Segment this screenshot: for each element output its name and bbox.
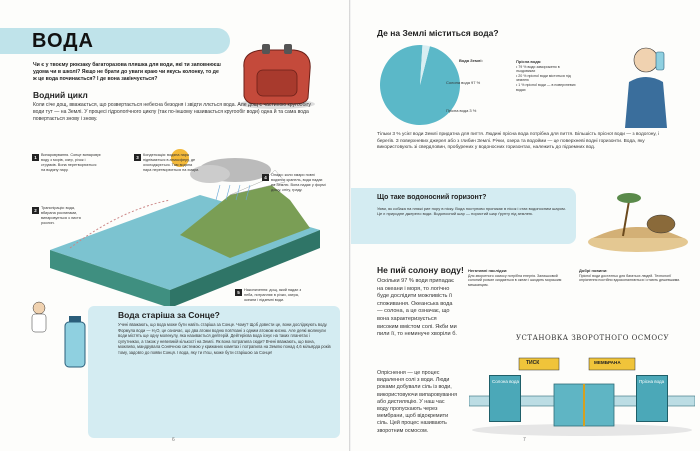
step-number-4: 4 <box>262 174 269 181</box>
scientist-illustration <box>24 300 54 340</box>
step-number-2: 2 <box>32 207 39 214</box>
step-text-5: Накопичення: дощ, який падає з неба, потрапляє в річки, озера, океани і підземні води. <box>244 288 302 302</box>
membrane-label: МЕМБРАНА <box>594 360 621 365</box>
pressure-label: ТИСК <box>526 360 540 366</box>
good-news-text: Прісної води достатньо для багатьох людей. Технології опріснення постійно вдосконалюються і стають дешевшими. <box>579 273 681 283</box>
water-pie-chart <box>377 42 463 128</box>
bad-news-block <box>468 269 568 287</box>
salt-water-tank-label: Солона вода <box>492 379 519 384</box>
fresh-water-tank-label: Прісна вода <box>639 379 665 384</box>
page-title: ВОДА <box>32 30 94 52</box>
old-water-heading: Вода старіша за Сонце? <box>118 310 220 320</box>
where-heading: Де на Землі міститься вода? <box>377 28 499 38</box>
step-text-1: Випаровування. Сонце випаровує воду з морів, озер, річок і струмків. Вона перетворюється на водяну пару. <box>41 153 101 172</box>
horizon-heading: Що таке водоносний горизонт? <box>377 194 487 201</box>
salt-water-tank <box>489 375 521 422</box>
step-text-4: Опади: коли хмари повні водяних крапель, вода падає на Землю. Вона падає у формі дощу, снігу, граду. <box>271 173 326 192</box>
right-page <box>351 0 700 451</box>
dog-digging-illustration <box>583 176 693 256</box>
fresh-water-tank <box>636 375 668 422</box>
fresh-item-3: 1 % прісної води — в поверхневих водах <box>516 82 576 92</box>
good-news-title: Добрі новини: <box>579 268 608 273</box>
old-water-text: Учені вважають, що вода може бути навіть старіша за Сонце. Чому? Щоб довести це, вони досліджують воду. Формула води — H₂O, це означає, що два атоми водню пов'язані з одним атомом кисню. Але деякі молекули води містять ще одну молекулу, яка називається дейтерій. Дейтерієва вода існує на таких планетах і супутниках, а також у невеликій кількості на Землі. Як вона потрапила сюди? Вчені вважають, що вона, можливо, мандрувала Сонячною системою у крижаних кометах і потрапила на Землю понад 4,6 мільярда років тому, задовго до появи Сонця. І вода, яку ти п'єш, може бути старішою за Сонце! <box>118 322 331 355</box>
step-text-3: Конденсація: водяна пара піднімається в атмосферу, де охолоджується. Там водяна пара перетворюється на хмари. <box>143 153 200 172</box>
diagram-title: УСТАНОВКА ЗВОРОТНОГО ОСМОСУ <box>516 334 670 342</box>
fresh-water-list: Прісна вода: • 79 % води заморожено в льодовиках • 20 % прісної води міститься під землею • 1 % прісної води — в поверхневих водах <box>516 59 576 92</box>
pie-legend-salt: Солона вода 97 % <box>446 80 481 85</box>
step-number-1: 1 <box>32 154 39 161</box>
fresh-water-title: Прісна вода: <box>516 59 542 64</box>
bottle-icon <box>60 312 90 372</box>
desalination-text: Опріснення — це процес видалення солі з води. Люди роками добували сіль із води, використовуючи випаровування або дистиляцію. У наш час воду пропускають через мембрани, щоб відокремити сіль. Цей процес називають зворотним осмосом. <box>377 370 457 434</box>
fresh-item-1: 79 % води заморожено в льодовиках <box>516 64 560 74</box>
cycle-heading: Водний цикл <box>33 90 88 100</box>
step-number-5: 5 <box>235 289 242 296</box>
good-news-block <box>579 269 687 283</box>
pie-legend-title: Вода Землі: <box>459 58 483 63</box>
title-band <box>0 28 230 54</box>
where-text: Тільки 3 % усієї води Землі придатна для пиття. Людині прісна вода потрібна для пиття. Більшість прісної води — з водогону, і берегів. З поверхневих джерел або з глибин Землі. Річки, озера та водойми — це поверхневі водні горизонти. Вода, яку використовують зі свердловин, пробурених у водоносних горизонтах, належить до підземних вод. <box>377 132 660 151</box>
horizon-text: Уяви, як собака на пляжі рие нору в піску. Вода поступово проникає в пісок і стає водоносним шаром. Це є природне джерело води. Водоносний шар — пористий шар ґрунту під землею. <box>377 206 566 217</box>
left-page <box>0 0 349 451</box>
salt-heading: Не пий солону воду! <box>377 265 464 275</box>
backpack-illustration <box>232 40 322 110</box>
water-drinker-illustration <box>611 42 681 130</box>
page-number-right: 7 <box>523 437 526 443</box>
step-text-2: Транспірація: вода, вбирана рослинами, випаровується з листя рослин. <box>41 206 81 225</box>
pie-legend-fresh: Прісна вода 3 % <box>446 108 477 113</box>
step-number-3: 3 <box>134 154 141 161</box>
fresh-item-2: 20 % прісної води міститься під землею <box>516 73 571 83</box>
lead-paragraph: Чи є у твоєму рюкзаку багаторазова пляшка для води, які ти заповнюєш удома чи в школі? Якщо не брати до уваги краю чи якусь колонку, то де ж це вода починається? І де вона закінчується? <box>33 62 221 82</box>
bad-news-text: Для зворотного осмосу потрібна енергія. Залишковий солоний розчин скидається в океан і шкодить морським мешканцям. <box>468 273 562 287</box>
bad-news-title: Негативні наслідки: <box>468 268 508 273</box>
salt-text: Оскільки 97 % води припадає на океани і моря, то логічно буде дослідити можливість її споживання. Океанська вода — солона, а це означає, що вона характеризується високим вмістом солі. Якби ми пили її, то неминуче хворіли б. <box>377 278 457 338</box>
page-number-left: 6 <box>172 437 175 443</box>
cycle-text: Коли січе дощ, вважається, що розвертається небесна безодня і звідти ллється вода. Але дощ є частиною кругообігу води тут — на Землі. У процесі гідрологічного циклу (так по-іншому називається кругообіг води) одна й та сама вода повертається знову і знову. <box>33 102 311 122</box>
